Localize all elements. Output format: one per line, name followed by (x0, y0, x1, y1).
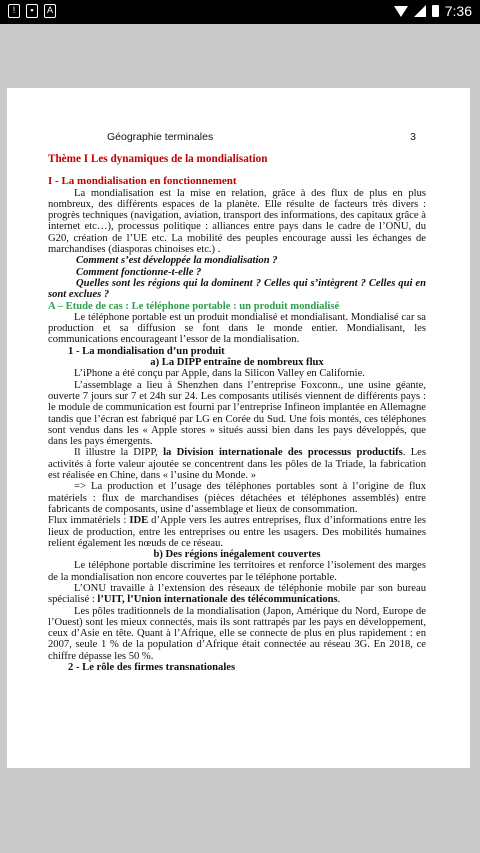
page-content (48, 154, 426, 673)
question: Quelles sont les régions qui la dominent ? Celles qui s’intègrent ? Celles qui en sont exclues ? (48, 277, 426, 301)
paragraph: La mondialisation est la mise en relation, grâce à des flux de plus en plus nombreux, des différents espaces de la planète. Elle résulte de facteurs très divers : progrès techniques (navigation, aviation, transport des informations, des capitaux grâce à internet etc…), processus politique : alliances entre pays dans le cadre de l’ONU, du G20, création de l’UE etc. La mobilité des peuples encourage aussi les échanges de marchandises (diasporas chinoises etc.) . (48, 187, 426, 256)
clock: 7:36 (444, 3, 472, 19)
document-page[interactable] (7, 88, 470, 768)
app-icon: A (44, 4, 56, 18)
paragraph: Le téléphone portable est un produit mondialisé et mondialisant. Mondialisé car sa production et sa diffusion se font dans le monde entier. Mondialisant, les communications encourageant l’essor de la mondialisation. (48, 311, 426, 346)
page-number: 3 (410, 131, 416, 143)
subsection-title: b) Des régions inégalement couvertes (153, 549, 321, 561)
subsection-title: 1 - La mondialisation d’un produit (68, 345, 225, 357)
wifi-icon (394, 6, 408, 17)
paragraph: L’iPhone a été conçu par Apple, dans la Silicon Valley en Californie. (74, 368, 365, 380)
paragraph: Flux immatériels : IDE d’Apple vers les autres entreprises, flux d’informations entre les lieux de production, entre les entreprises ou entre les usagers. Des mobilités humaines relient également les nœuds de ce réseau. (48, 515, 426, 549)
case-study-title: A – Etude de cas : Le téléphone portable : un produit mondialisé (48, 300, 340, 312)
signal-icon (414, 5, 426, 17)
paragraph: L’ONU travaille à l’extension des réseaux de téléphonie mobile par son bureau spécialisé : l’UIT, l’Union internationale des télécommunications. (48, 582, 426, 606)
notification-icon: ! (8, 4, 20, 18)
question: Comment fonctionne-t-elle ? (76, 266, 202, 278)
paragraph: Il illustre la DIPP, la Division internationale des processus productifs. Les activités à forte valeur ajoutée se concentrent dans les pôles de la Triade, la fabrication est réalisée en Chine, dans « l’usine du Monde. » (48, 447, 426, 482)
image-icon: ▪ (26, 4, 38, 18)
paragraph: => La production et l’usage des téléphones portables sont à l’origine de flux matériels : flux de marchandises (pièces détachées et téléphones assemblés) entre fabricants de composants, usine d’assemblage et lieux de consommation. (48, 481, 426, 515)
paragraph: L’assemblage a lieu à Shenzhen dans l’entreprise Foxconn., une usine géante, ouverte 7 jours sur 7 et 24h sur 24. Les composants utilisés viennent de différents pays : le module de communication est fourni par l’entreprise Infineon implantée en Allemagne tandis que l’écran est fabriqué par LG en Corée du Sud. Une fois montés, ces téléphones sont vendus dans les « Apple stores » situés aussi bien dans les pays développés, que dans les pays émergents. (48, 379, 426, 448)
question: Comment s’est développée la mondialisation ? (76, 255, 278, 267)
battery-icon (432, 5, 439, 17)
status-bar (0, 0, 480, 24)
subsection-title: 2 - Le rôle des firmes transnationales (68, 662, 236, 674)
subsection-title: a) La DIPP entraîne de nombreux flux (150, 357, 324, 369)
section-title: I - La mondialisation en fonctionnement (48, 175, 237, 188)
theme-title: Thème I Les dynamiques de la mondialisation (48, 153, 268, 165)
notification-icons (8, 4, 56, 18)
paragraph: Le téléphone portable discrimine les territoires et renforce l’isolement des marges de la mondialisation non encore couvertes par le téléphone portable. (48, 560, 426, 583)
paragraph: Les pôles traditionnels de la mondialisation (Japon, Amérique du Nord, Europe de l’Ouest) sont les mieux connectés, mais ils sont rattrapés par les pays en développement, ceux d’Asie en tête. Quant à l’Afrique, elle se connecte de plus en plus rapidement : en 2007, seule 1 % de la population d’Afrique était connectée au réseau 3G. En 2018, ce chiffre dépasse les 50 %. (48, 605, 426, 662)
page-header: Géographie terminales (107, 131, 214, 143)
